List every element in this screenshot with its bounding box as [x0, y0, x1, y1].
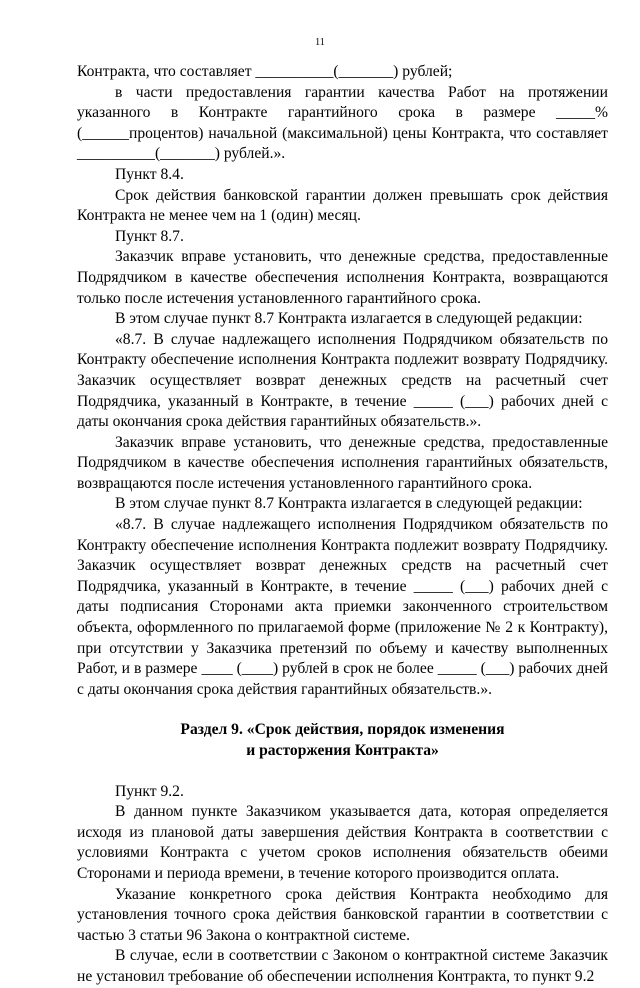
document-body	[77, 62, 608, 988]
paragraph: «8.7. В случае надлежащего исполнения Подрядчиком обязательств по Контракту обеспечение исполнения Контракта подлежит возврату Подрядчику. Заказчик осуществляет возврат денежных средств на расчетный счет Подрядчика, указанный в Контракте, в течение _____ (___) рабочих дней с даты окончания срока действия гарантийных обязательств.».	[77, 330, 608, 431]
paragraph: «8.7. В случае надлежащего исполнения Подрядчиком обязательств по Контракту обеспечение исполнения Контракта подлежит возврату Подрядчику. Заказчик осуществляет возврат денежных средств на расчетный счет Подрядчика, указанный в Контракте, в течение _____ (___) рабочих дней с даты подписания Сторонами акта приемки законченного строительством объекта, оформленного по прилагаемой форме (приложение № 2 к Контракту), при отсутствии у Заказчика претензий по объему и качеству выполненных Работ, и в размере ____ (____) рублей в срок не более _____ (___) рабочих дней с даты окончания срока действия гарантийных обязательств.».	[77, 516, 608, 698]
paragraph: Пункт 9.2.	[115, 782, 184, 800]
clause-text-group	[77, 782, 608, 988]
paragraph: Заказчик вправе установить, что денежные средства, предоставленные Подрядчиком в качестве обеспечения исполнения Контракта, возвращаются только после истечения установленного гарантийного срока.	[77, 248, 608, 307]
paragraph: Указание конкретного срока действия Контракта необходимо для установления точного срока действия банковской гарантии в соответствии с частью 3 статьи 96 Закона о контрактной системе.	[77, 885, 608, 944]
section-heading-line-1: Раздел 9. «Срок действия, порядок изменения	[180, 721, 505, 739]
page-number: 11	[315, 37, 325, 48]
section-heading	[77, 720, 608, 761]
paragraph: Пункт 8.4.	[115, 165, 184, 183]
paragraph: В этом случае пункт 8.7 Контракта излагается в следующей редакции:	[115, 310, 583, 328]
paragraph: В случае, если в соответствии с Законом о контрактной системе Заказчик не установил требование об обеспечении исполнения Контракта, то пункт 9.2	[77, 947, 608, 985]
paragraph: Пункт 8.7.	[115, 227, 184, 245]
clause-text-group	[77, 62, 608, 700]
section-heading-line-2: и расторжения Контракта»	[246, 742, 439, 759]
paragraph: Контракта, что составляет __________(_______) рублей;	[77, 63, 453, 80]
paragraph: В этом случае пункт 8.7 Контракта излагается в следующей редакции:	[115, 495, 583, 513]
paragraph: В данном пункте Заказчиком указывается дата, которая определяется исходя из плановой даты завершения действия Контракта в соответствии с условиями Контракта с учетом сроков исполнения обязательств обеими Сторонами и периода времени, в течение которого производится оплата.	[77, 803, 608, 882]
paragraph: в части предоставления гарантии качества Работ на протяжении указанного в Контракте гарантийного срока в размере _____% (______процентов) начальной (максимальной) цены Контракта, что составляет __________(_______) рублей.».	[77, 83, 608, 163]
paragraph: Заказчик вправе установить, что денежные средства, предоставленные Подрядчиком в качестве обеспечения исполнения гарантийных обязательств, возвращаются после истечения установленного гарантийного срока.	[77, 433, 608, 492]
paragraph: Срок действия банковской гарантии должен превышать срок действия Контракта не менее чем на 1 (один) месяц.	[77, 186, 608, 225]
